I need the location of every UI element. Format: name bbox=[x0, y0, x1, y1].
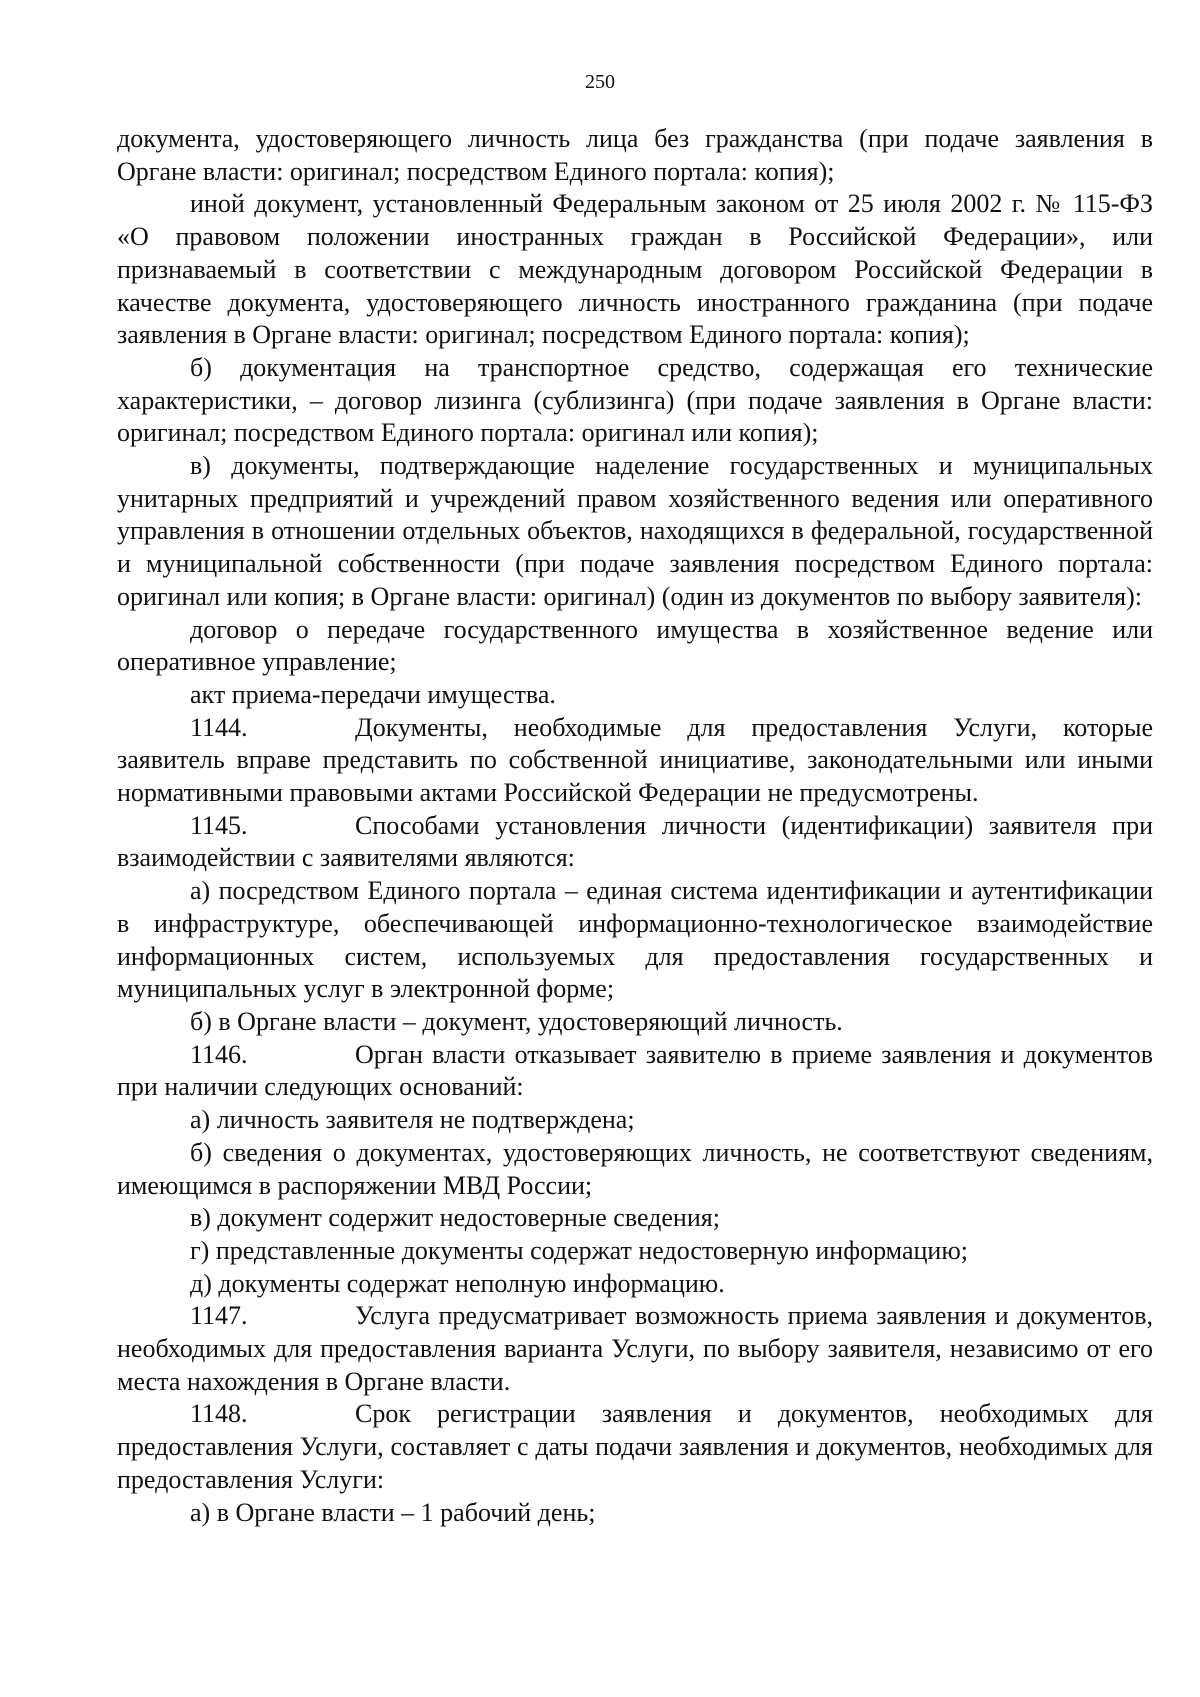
paragraph bbox=[117, 614, 1153, 679]
paragraph-text: б) сведения о документах, удостоверяющих личность, не соответствуют сведениям, имеющимся в распоряжении МВД России; bbox=[117, 1137, 1153, 1200]
paragraph-text: Орган власти отказывает заявителю в приеме заявления и документов при наличии следующих оснований: bbox=[117, 1039, 1153, 1102]
paragraph-text: б) документация на транспортное средство, содержащая его технические характеристики, – договор лизинга (сублизинга) (при подаче заявления в Органе власти: оригинал; посредством Единого портала: оригинал или копия); bbox=[117, 352, 1153, 448]
numbered-paragraph bbox=[117, 1300, 1153, 1398]
paragraph-text: иной документ, установленный Федеральным законом от 25 июля 2002 г. № 115-ФЗ «О правовом положении иностранных граждан в Российской Федерации», или признаваемый в соответствии с международным договором Российской Федерации в качестве документа, удостоверяющего личность иностранного гражданина (при подаче заявления в Органе власти: оригинал; посредством Единого портала: копия); bbox=[117, 189, 1153, 350]
paragraph bbox=[117, 1268, 1153, 1301]
paragraph-text: в) документ содержит недостоверные сведения; bbox=[190, 1203, 720, 1233]
paragraph-text: документа, удостоверяющего личность лица без гражданства (при подаче заявления в Органе власти: оригинал; посредством Единого портала: копия); bbox=[117, 124, 1153, 186]
document-body bbox=[117, 123, 1153, 1529]
paragraph bbox=[117, 123, 1153, 188]
paragraph-text: в) документы, подтверждающие наделение государственных и муниципальных унитарных предприятий и учреждений правом хозяйственного ведения или оперативного управления в отношении отдельных объектов, находящихся в федеральной, государственной и муниципальной собственности (при подаче заявления посредством Единого портала: оригинал или копия; в Органе власти: оригинал) (один из документов по выбору заявителя): bbox=[117, 451, 1153, 611]
paragraph bbox=[117, 188, 1153, 352]
paragraph-number: 1144. bbox=[190, 712, 248, 742]
paragraph-number: 1145. bbox=[190, 810, 248, 840]
paragraph-text: Документы, необходимые для предоставления Услуги, которые заявитель вправе представить по собственной инициативе, законодательными или иными нормативными правовыми актами Российской Федерации не предусмотрены. bbox=[117, 712, 1153, 808]
page-number: 250 bbox=[585, 71, 615, 93]
paragraph bbox=[117, 1137, 1153, 1202]
paragraph-number: 1146. bbox=[190, 1039, 248, 1069]
paragraph-text: а) посредством Единого портала – единая система идентификации и аутентификации в инфраструктуре, обеспечивающей информационно-технологическое взаимодействие информационных систем, используемых для предоставления государственных и муниципальных услуг в электронной форме; bbox=[117, 876, 1153, 1004]
paragraph-number: 1148. bbox=[190, 1399, 248, 1429]
paragraph-text: акт приема-передачи имущества. bbox=[190, 679, 556, 709]
numbered-paragraph bbox=[117, 712, 1153, 810]
paragraph-text: а) личность заявителя не подтверждена; bbox=[190, 1105, 635, 1135]
paragraph-text: б) в Органе власти – документ, удостоверяющий личность. bbox=[190, 1006, 843, 1036]
paragraph-text: договор о передаче государственного имущества в хозяйственное ведение или оперативное управление; bbox=[117, 614, 1153, 677]
paragraph bbox=[117, 875, 1153, 1006]
paragraph-text: г) представленные документы содержат недостоверную информацию; bbox=[190, 1235, 968, 1265]
numbered-paragraph bbox=[117, 1398, 1153, 1496]
paragraph bbox=[117, 1202, 1153, 1235]
paragraph bbox=[117, 1235, 1153, 1268]
paragraph bbox=[117, 352, 1153, 450]
paragraph-text: Услуга предусматривает возможность приема заявления и документов, необходимых для предоставления варианта Услуги, по выбору заявителя, независимо от его места нахождения в Органе власти. bbox=[117, 1301, 1153, 1396]
numbered-paragraph bbox=[117, 1039, 1153, 1104]
paragraph-text: Способами установления личности (идентификации) заявителя при взаимодействии с заявителями являются: bbox=[117, 810, 1153, 873]
paragraph-text: Срок регистрации заявления и документов, необходимых для предоставления Услуги, составляет с даты подачи заявления и документов, необходимых для предоставления Услуги: bbox=[117, 1399, 1153, 1494]
paragraph-text: д) документы содержат неполную информацию. bbox=[190, 1268, 725, 1298]
numbered-paragraph bbox=[117, 810, 1153, 875]
paragraph bbox=[117, 1104, 1153, 1137]
paragraph bbox=[117, 450, 1153, 614]
paragraph bbox=[117, 1006, 1153, 1039]
paragraph-number: 1147. bbox=[190, 1301, 248, 1331]
paragraph bbox=[117, 679, 1153, 712]
paragraph-text: а) в Органе власти – 1 рабочий день; bbox=[190, 1497, 596, 1527]
paragraph bbox=[117, 1497, 1153, 1530]
